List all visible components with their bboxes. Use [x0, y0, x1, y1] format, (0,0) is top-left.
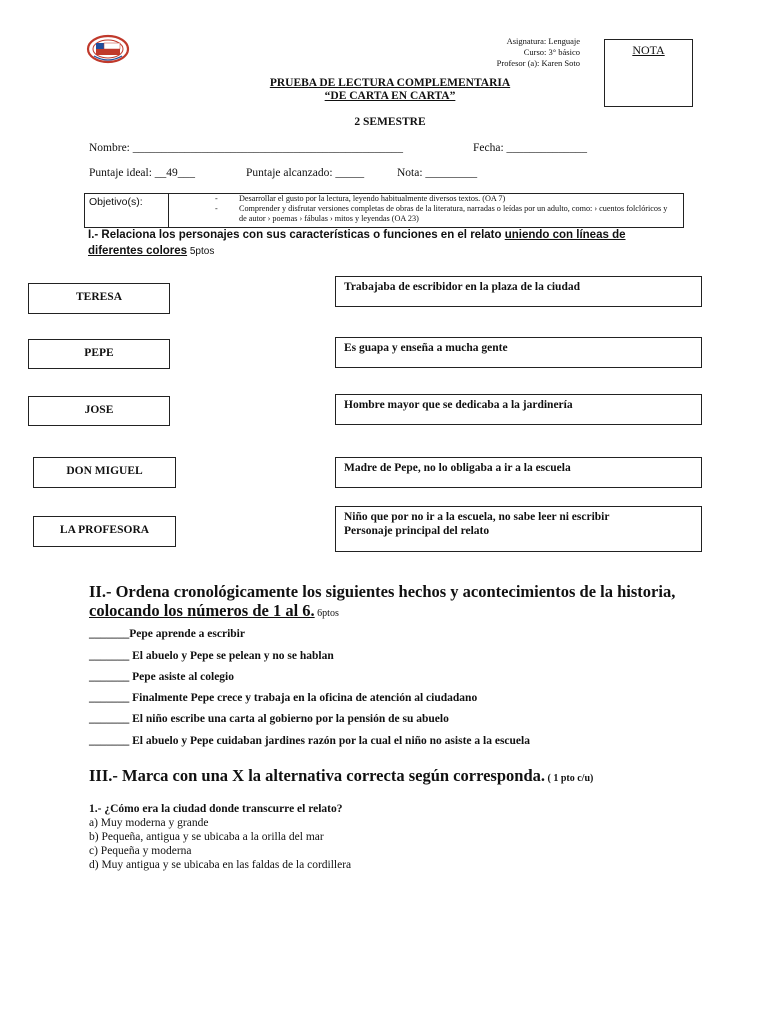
description-box[interactable]: Niño que por no ir a la escuela, no sabe leer ni escribir Personaje principal del relato	[335, 506, 702, 552]
character-box-jose[interactable]: JOSE	[28, 396, 170, 426]
section1-text: I.- Relaciona los personajes con sus características o funciones en el relato	[88, 229, 505, 241]
section3-heading	[89, 766, 729, 788]
grade-field[interactable]: Nota: _________	[397, 167, 478, 179]
school-logo	[86, 34, 130, 64]
grade-box[interactable]	[604, 39, 693, 107]
order-item[interactable]: _______ Pepe asiste al colegio	[89, 671, 235, 683]
subject-label: Asignatura: Lenguaje	[506, 36, 580, 46]
order-item[interactable]: _______Pepe aprende a escribir	[89, 628, 245, 640]
teacher-label: Profesor (a): Karen Soto	[496, 58, 580, 68]
name-field[interactable]: Nombre: _______________________________________________	[89, 142, 404, 154]
test-title: PRUEBA DE LECTURA COMPLEMENTARIA	[269, 77, 511, 89]
section2-heading-line1: II.- Ordena cronológicamente los siguientes hechos y acontecimientos de la historia,	[89, 582, 676, 601]
header-info	[460, 36, 580, 69]
achieved-score-field[interactable]: Puntaje alcanzado: _____	[246, 167, 365, 179]
option-d[interactable]: d) Muy antigua y se ubicaba en las faldas de la cordillera	[89, 859, 352, 871]
objectives-list	[215, 194, 675, 224]
description-box[interactable]: Trabajaba de escribidor en la plaza de la ciudad	[335, 276, 702, 307]
section1-points: 5ptos	[187, 245, 215, 257]
semester-label: 2 SEMESTRE	[354, 116, 426, 128]
section3-heading-text: III.- Marca con una X la alternativa correcta según corresponda.	[89, 766, 545, 785]
question-title: 1.- ¿Cómo era la ciudad donde transcurre el relato?	[89, 803, 343, 815]
order-item[interactable]: _______ El niño escribe una carta al gobierno por la pensión de su abuelo	[89, 713, 449, 725]
character-box-la-profesora[interactable]: LA PROFESORA	[33, 516, 176, 547]
objectives-label: Objetivo(s):	[85, 194, 169, 227]
character-box-teresa[interactable]: TERESA	[28, 283, 170, 314]
description-box[interactable]: Es guapa y enseña a mucha gente	[335, 337, 702, 368]
order-item[interactable]: _______ El abuelo y Pepe se pelean y no se hablan	[89, 650, 334, 662]
option-c[interactable]: c) Pequeña y moderna	[89, 845, 192, 857]
section1-instruction	[88, 228, 668, 259]
description-box[interactable]: Madre de Pepe, no lo obligaba a ir a la escuela	[335, 457, 702, 488]
section1-underlined: uniendo con líneas de diferentes colores	[88, 229, 626, 257]
date-field[interactable]: Fecha: ______________	[473, 142, 588, 154]
objective-item: - Desarrollar el gusto por la lectura, leyendo habitualmente diversos textos. (OA 7)	[215, 194, 675, 204]
order-item[interactable]: _______ El abuelo y Pepe cuidaban jardines razón por la cual el niño no asiste a la escuela	[89, 735, 530, 747]
course-label: Curso: 3° básico	[523, 47, 580, 57]
option-a[interactable]: a) Muy moderna y grande	[89, 817, 209, 829]
character-box-don-miguel[interactable]: DON MIGUEL	[33, 457, 176, 488]
section2-heading-line2: colocando los números de 1 al 6.	[89, 601, 315, 620]
section3-points: ( 1 pto c/u)	[545, 773, 594, 784]
section2-points: 6ptos	[314, 608, 339, 619]
order-item[interactable]: _______ Finalmente Pepe crece y trabaja en la oficina de atención al ciudadano	[89, 692, 478, 704]
grade-label: NOTA	[632, 43, 665, 57]
section2-heading	[89, 582, 729, 623]
option-b[interactable]: b) Pequeña, antigua y se ubicaba a la orilla del mar	[89, 831, 324, 843]
description-box[interactable]: Hombre mayor que se dedicaba a la jardinería	[335, 394, 702, 425]
objective-item: - Comprender y disfrutar versiones completas de obras de la literatura, narradas o leídas por un adulto, como: › cuentos folclóricos y de autor › poemas › fábulas › mitos y leyendas (OA 23)	[215, 204, 675, 224]
objectives-box	[84, 193, 684, 228]
book-title: “DE CARTA EN CARTA”	[324, 90, 456, 102]
ideal-score-field: Puntaje ideal: __49___	[89, 167, 196, 179]
character-box-pepe[interactable]: PEPE	[28, 339, 170, 369]
question-1	[89, 802, 351, 872]
